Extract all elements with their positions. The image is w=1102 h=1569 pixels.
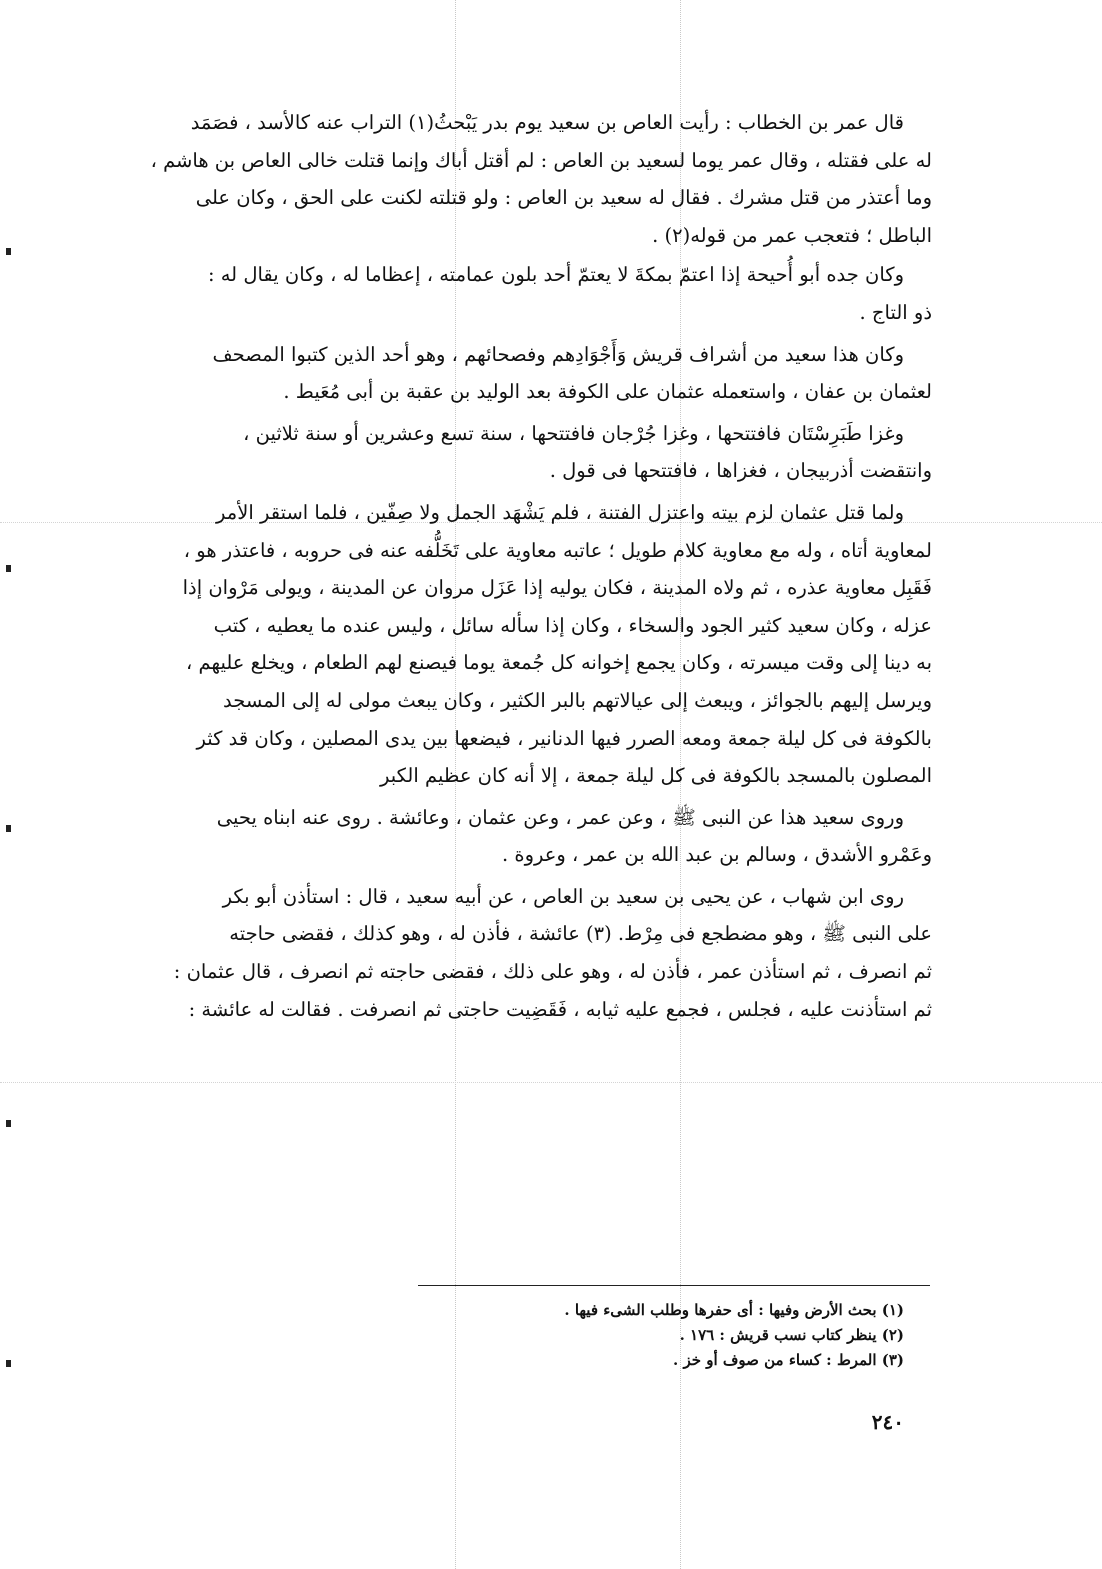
paragraph: ولما قتل عثمان لزم بيته واعتزل الفتنة ، فلم يَشْهَد الجمل ولا صِفّين ، فلما استقر الأمر لمعاوية أتاه ، وله مع معاوية كلام طويل ؛ عاتبه معاوية على تَخَلُّفه عنه فى حروبه ، فاعتذر هو ، فَقَبِل معاوية عذره ، ثم ولاه المدينة ، فكان يوليه إذا عَزَل مروان عن المدينة ، ويولى مَرْوان إذا عزله ، وكان سعيد كثير الجود والسخاء ، وكان إذا سأله سائل ، وليس عنده ما يعطيه ، كتب به دينا إلى وقت ميسرته ، وكان يجمع إخوانه كل جُمعة يوما فيصنع لهم الطعام ، ويخلع عليهم ، ويرسل إليهم بالجوائز ، ويبعث إلى عيالاتهم بالبر الكثير ، وكان يبعث مولى له إلى المسجد بالكوفة فى كل ليلة جمعة ومعه الصرر فيها الدنانير ، فيضعها بين يدى المصلين ، وكان قد كثر المصلون بالمسجد بالكوفة فى كل ليلة جمعة ، إلا أنه كان عظيم الكبر [182,500,932,788]
paragraph: وغزا طَبَرِسْتَان فافتتحها ، وغزا جُرْجان فافتتحها ، سنة تسع وعشرين أو سنة ثلاثين ، وانتقضت أذربيجان ، فغزاها ، فافتتحها فى قول . [243,421,932,483]
paragraph: روى ابن شهاب ، عن يحيى بن سعيد بن العاص ، عن أبيه سعيد ، قال : استأذن أبو بكر على النبى ﷺ ، وهو مضطجع فى مِرْط. (٣) عائشة ، فأذن له ، وهو كذلك ، فقضى حاجته ثم انصرف ، ثم استأذن عمر ، فأذن له ، وهو على ذلك ، فقضى حاجته ثم انصرف ، قال عثمان : ثم استأذنت عليه ، فجلس ، فجمع عليه ثيابه ، فَقَضِيت حاجتى ثم انصرفت . فقالت له عائشة : [173,884,932,1021]
margin-mark [6,825,11,832]
margin-mark [6,248,11,255]
paragraph: وكان جده أبو أُحيحة إذا اعتمّ بمكةَ لا يعتمّ أحد بلون عمامته ، إعظاما له ، وكان يقال له : ذو التاج . [207,263,932,324]
margin-mark [6,1360,11,1367]
footnote: (١) بحث الأرض وفيها : أى حفرها وطلب الشىء فيها . [564,1301,904,1319]
margin-mark [6,565,11,572]
scan-guide-line [0,1082,1102,1083]
footnote-separator [418,1285,930,1286]
paragraph: قال عمر بن الخطاب : رأيت العاص بن سعيد يوم بدر يَبْحثُ(١) التراب عنه كالأسد ، فصَمَد له على فقتله ، وقال عمر يوما لسعيد بن العاص : لم أقتل أباك وإنما قتلت خالى العاص بن هاشم ، وما أعتذر من قتل مشرك . فقال له سعيد بن العاص : ولو قتلته لكنت على الحق ، وكان على الباطل ؛ فتعجب عمر من قوله(٢) . [150,111,932,247]
main-text [66,104,932,1028]
footnote: (٣) المرط : كساء من صوف أو خز . [673,1351,904,1369]
page-number: ٢٤٠ [871,1410,904,1434]
margin-mark [6,1120,11,1127]
paragraph: وكان هذا سعيد من أشراف قريش وَأَجْوَادِهم وفصحائهم ، وهو أحد الذين كتبوا المصحف لعثمان بن عفان ، واستعمله عثمان على الكوفة بعد الوليد بن عقبة بن أبى مُعَيط . [212,342,932,404]
footnote: (٢) ينظر كتاب نسب قريش : ١٧٦ . [679,1326,904,1344]
footnotes [418,1298,904,1373]
paragraph: وروى سعيد هذا عن النبى ﷺ ، وعن عمر ، وعن عثمان ، وعائشة . روى عنه ابناه يحيى وعَمْرو الأشدق ، وسالم بن عبد الله بن عمر ، وعروة . [216,805,932,867]
